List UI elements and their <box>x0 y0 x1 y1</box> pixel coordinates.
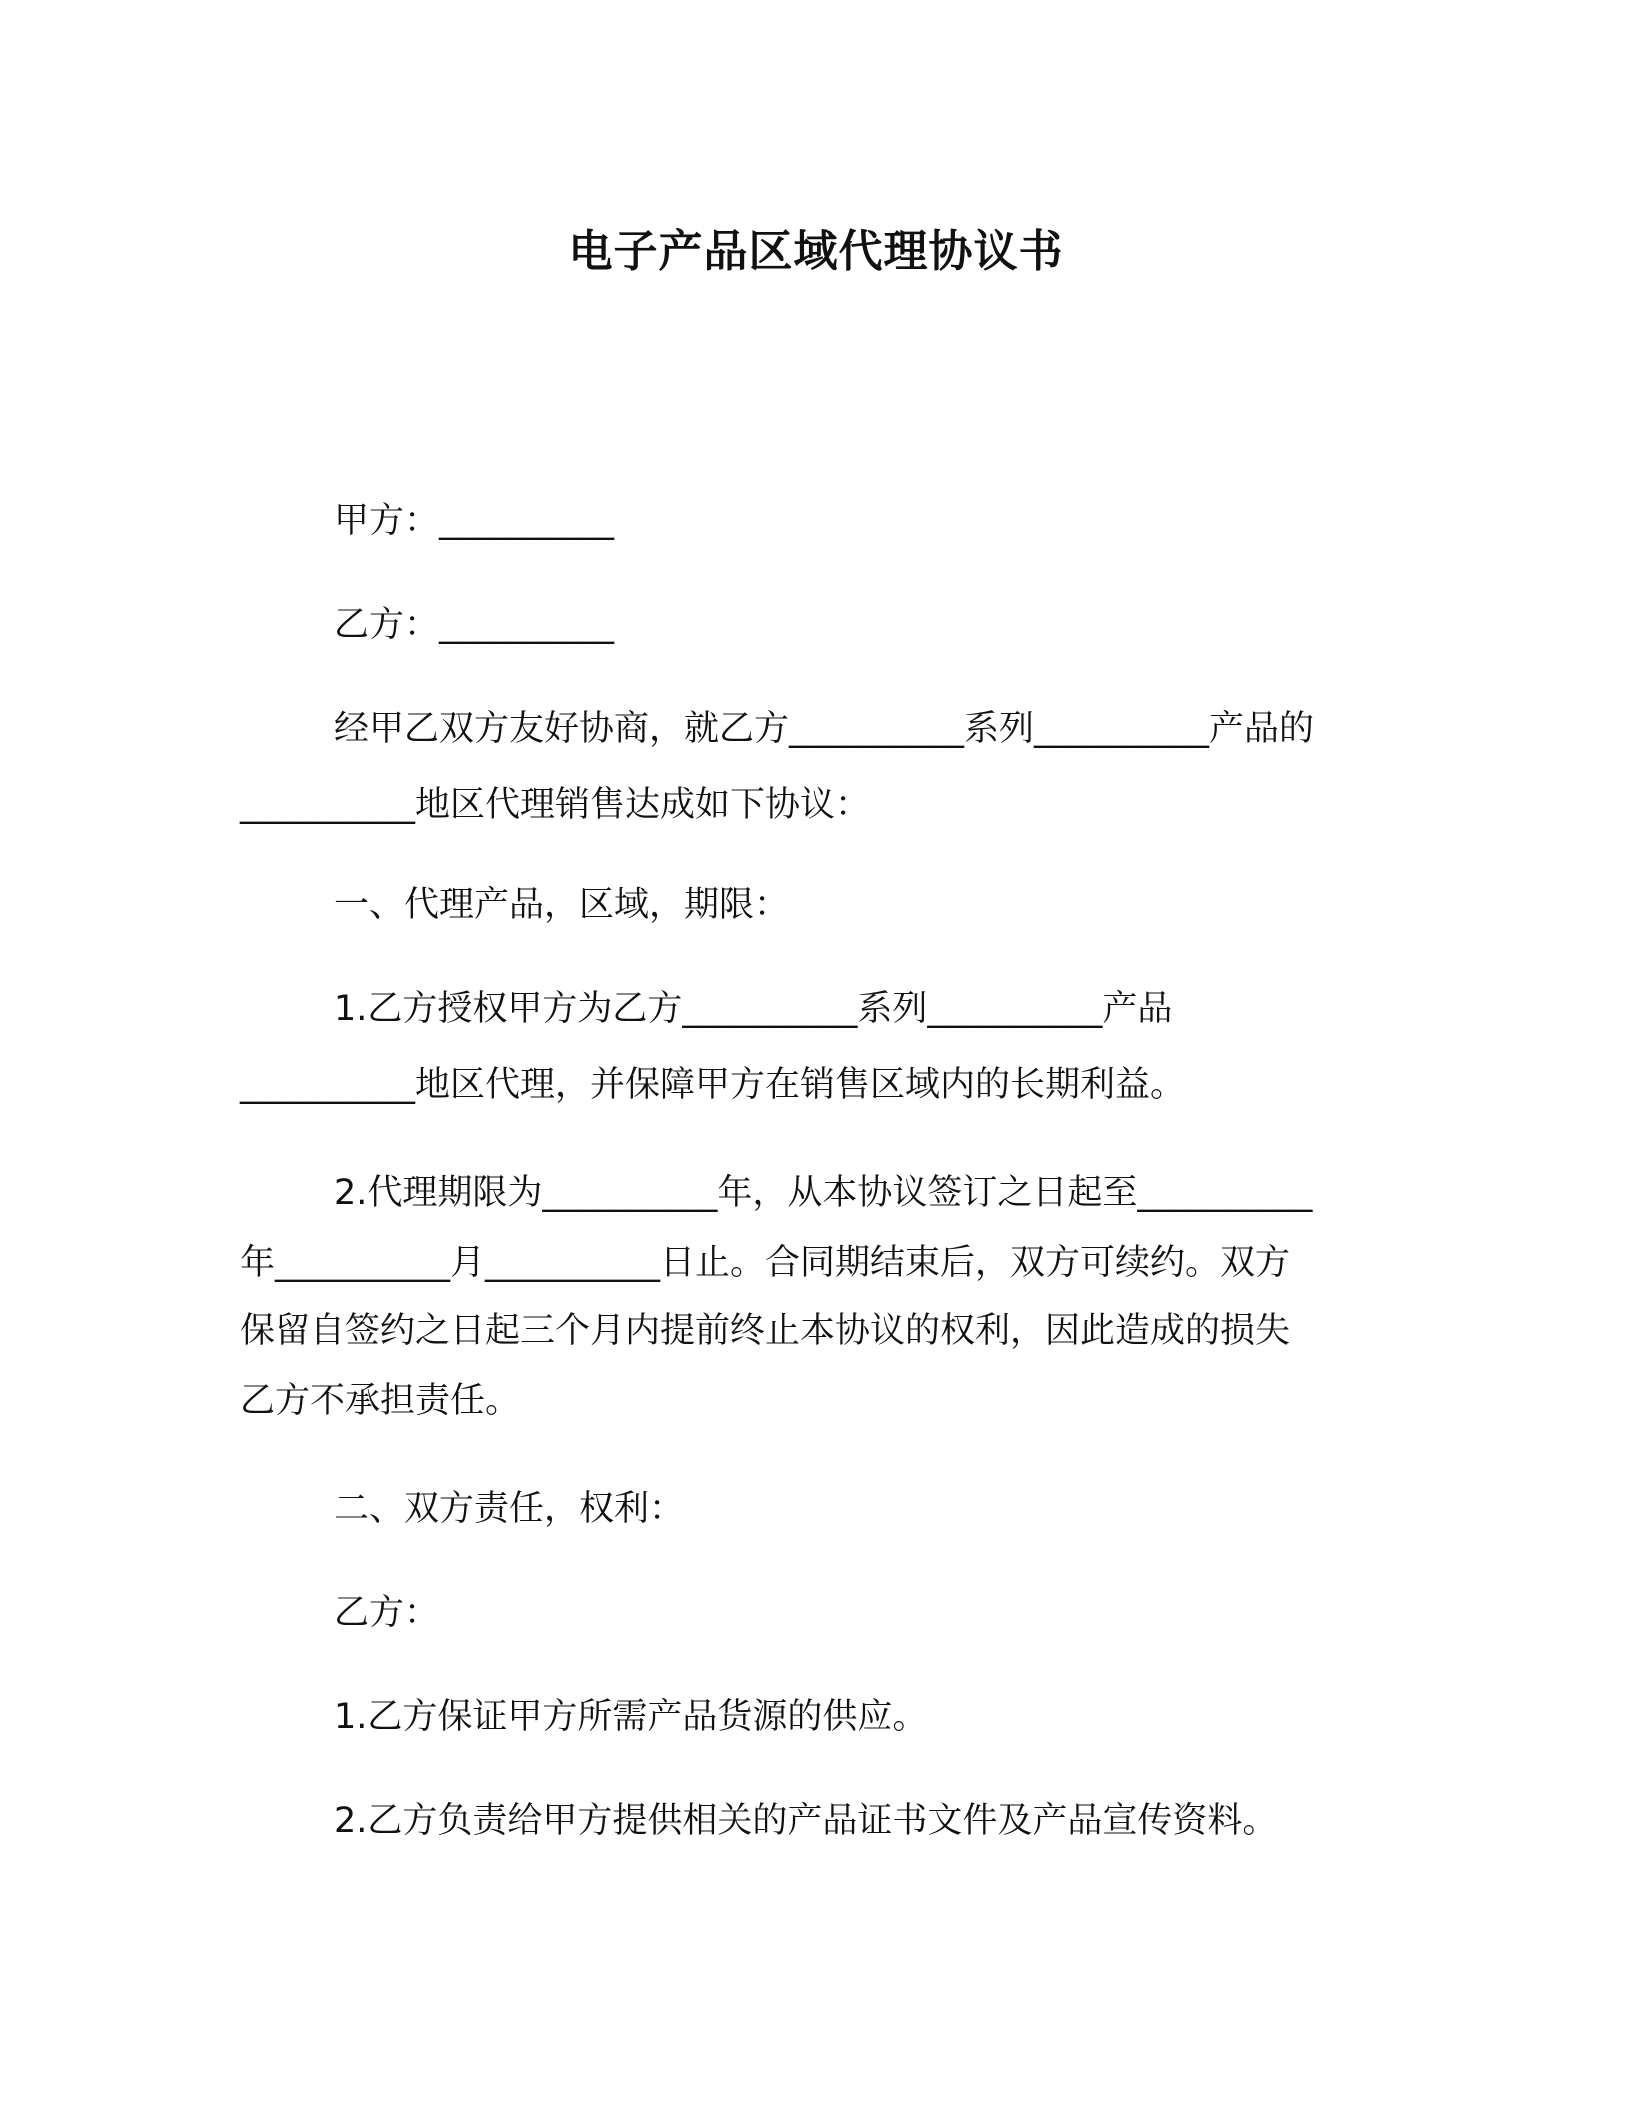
clause-1-1-line-1: 1.乙方授权甲方为乙方__________系列__________产品 <box>334 989 1173 1029</box>
party-a-line: 甲方：__________ <box>334 501 615 541</box>
clause-1-2-line-1: 2.代理期限为__________年，从本协议签订之日起至__________ <box>334 1173 1313 1213</box>
party-b-line: 乙方：__________ <box>334 605 615 645</box>
intro-line-2: __________地区代理销售达成如下协议： <box>240 785 871 825</box>
section-one-heading: 一、代理产品，区域，期限： <box>334 885 790 925</box>
clause-1-1-line-2: __________地区代理，并保障甲方在销售区域内的长期利益。 <box>240 1065 1186 1105</box>
section-two-heading: 二、双方责任，权利： <box>334 1489 685 1529</box>
clause-1-2-line-4: 乙方不承担责任。 <box>240 1381 521 1421</box>
intro-line-1: 经甲乙双方友好协商，就乙方__________系列__________产品的 <box>334 709 1315 749</box>
clause-1-2-line-3: 保留自签约之日起三个月内提前终止本协议的权利，因此造成的损失 <box>240 1311 1291 1351</box>
clause-2-1: 1.乙方保证甲方所需产品货源的供应。 <box>334 1697 928 1737</box>
party-b-subheading: 乙方： <box>334 1593 440 1633</box>
clause-2-2: 2.乙方负责给甲方提供相关的产品证书文件及产品宣传资料。 <box>334 1801 1278 1841</box>
document-title: 电子产品区域代理协议书 <box>568 226 1064 277</box>
clause-1-2-line-2: 年__________月__________日止。合同期结束后，双方可续约。双方 <box>240 1243 1291 1283</box>
